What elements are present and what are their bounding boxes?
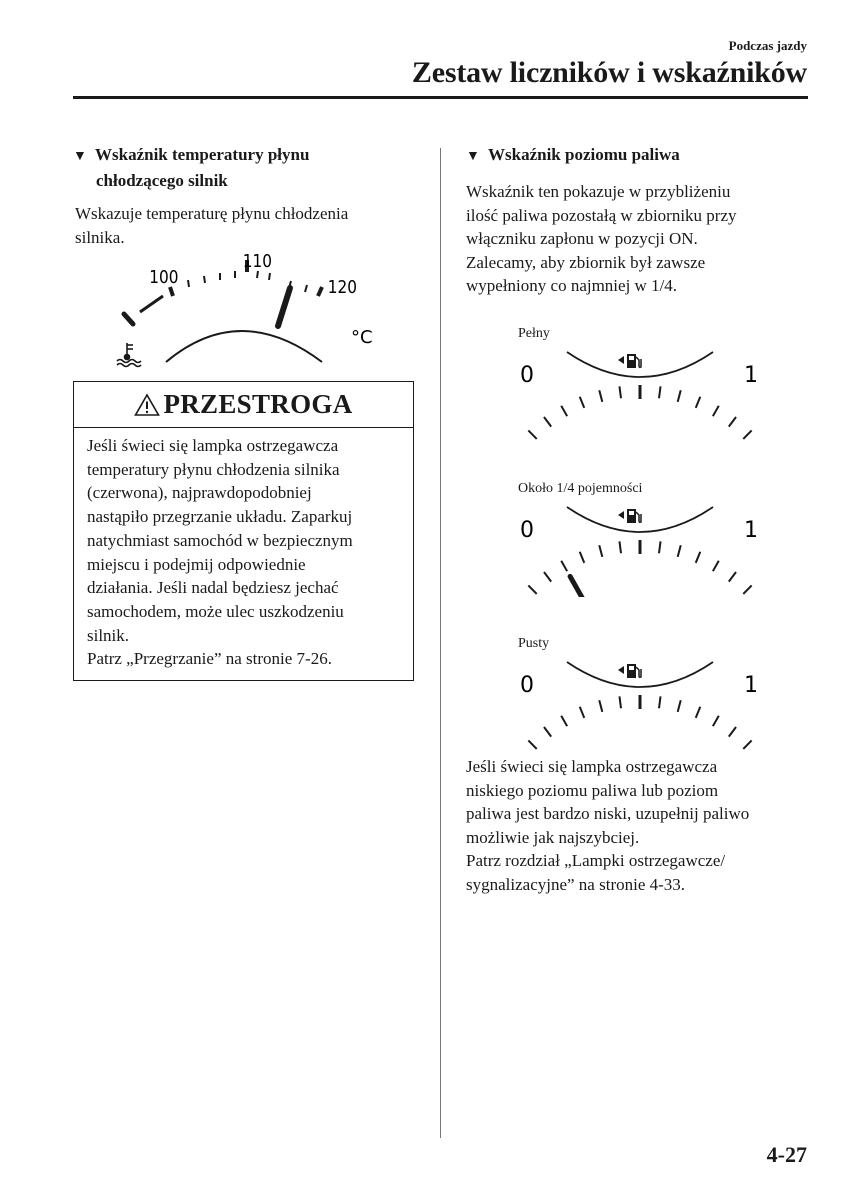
fuel-tick xyxy=(528,430,536,439)
fuel-tick xyxy=(544,727,551,737)
temp-gauge-arc xyxy=(166,331,322,362)
fuel-pump-hose xyxy=(636,512,641,522)
coolant-section-heading xyxy=(73,143,309,193)
fuel-tick xyxy=(528,585,536,594)
fuel-tick xyxy=(729,572,736,582)
fuel-tick xyxy=(544,572,551,582)
caution-title: PRZESTROGA xyxy=(163,389,353,419)
temp-cold-mark xyxy=(124,314,133,324)
fuel-note-line: Patrz rozdział „Lampki ostrzegawcze/ xyxy=(466,851,726,871)
fuel-pump-window xyxy=(629,666,634,670)
fuel-section-heading xyxy=(466,143,680,169)
fuel-tick xyxy=(599,700,602,712)
fuel-side-arrow-icon xyxy=(618,511,624,519)
fuel-tick xyxy=(561,716,567,726)
fuel-tick xyxy=(619,696,621,708)
caution-line: nastąpiło przegrzanie układu. Zaparkuj xyxy=(87,507,353,527)
fuel-full-mark: 1 xyxy=(744,363,758,388)
coolant-heading-line1: Wskaźnik temperatury płynu xyxy=(95,145,310,164)
fuel-tick xyxy=(580,552,585,563)
caution-line: działania. Jeśli nadal będziesz jechać xyxy=(87,578,339,598)
fuel-tick xyxy=(599,390,602,402)
fuel-tick xyxy=(696,552,701,563)
fuel-desc-line: włączniku zapłonu w pozycji ON. xyxy=(466,229,698,249)
header-rule xyxy=(73,96,808,99)
temp-needle xyxy=(278,288,290,326)
column-divider xyxy=(440,148,441,1138)
fuel-tick xyxy=(580,397,585,408)
temp-label-100: 100 xyxy=(149,265,179,288)
fuel-note-line: możliwie jak najszybciej. xyxy=(466,827,640,847)
fuel-tick xyxy=(619,386,621,398)
fuel-tick xyxy=(713,406,719,416)
fuel-tick xyxy=(580,707,585,718)
temp-unit-label: °C xyxy=(351,327,373,348)
fuel-gauge-label-full: Pełny xyxy=(518,326,550,341)
fuel-tick xyxy=(678,545,681,557)
fuel-empty-mark: 0 xyxy=(520,673,534,698)
caution-header xyxy=(74,382,413,428)
temp-tick-120 xyxy=(318,287,322,296)
fuel-tick xyxy=(713,716,719,726)
caution-line: Jeśli świeci się lampka ostrzegawcza xyxy=(87,436,339,455)
fuel-desc-line: wypełniony co najmniej w 1/4. xyxy=(466,276,678,296)
fuel-tick xyxy=(743,585,751,594)
fuel-note-line: sygnalizacyjne” na stronie 4-33. xyxy=(466,874,686,894)
temp-tick xyxy=(269,273,270,280)
temperature-gauge xyxy=(100,240,390,375)
page-number: 4-27 xyxy=(766,1142,807,1167)
fuel-tick xyxy=(659,386,661,398)
caution-line: (czerwona), najprawdopodobniej xyxy=(87,483,312,503)
fuel-tick xyxy=(729,727,736,737)
fuel-tick xyxy=(619,541,621,553)
temp-tick xyxy=(305,285,307,292)
fuel-side-arrow-icon xyxy=(618,666,624,674)
fuel-note-line: niskiego poziomu paliwa lub poziom xyxy=(466,780,719,800)
caution-line: natychmiast samochód w bezpiecznym xyxy=(87,530,353,550)
fuel-tick xyxy=(696,707,701,718)
temp-label-110: 110 xyxy=(242,249,272,272)
fuel-empty-mark: 0 xyxy=(520,518,534,543)
fuel-description xyxy=(466,180,737,298)
fuel-heading-text: Wskaźnik poziomu paliwa xyxy=(488,145,680,164)
fuel-side-arrow-icon xyxy=(618,356,624,364)
temp-tick-100 xyxy=(170,287,173,296)
fuel-tick xyxy=(696,397,701,408)
temp-label-120: 120 xyxy=(327,275,357,298)
fuel-pump-icon xyxy=(618,354,641,368)
caution-line: Patrz „Przegrzanie” na stronie 7-26. xyxy=(87,649,332,669)
fuel-tick xyxy=(743,430,751,439)
coolant-desc-line2: silnika. xyxy=(75,227,125,247)
fuel-desc-line: ilość paliwa pozostałą w zbiorniku przy xyxy=(466,205,737,225)
fuel-gauge-full xyxy=(515,340,765,442)
fuel-gauge-empty xyxy=(515,650,765,752)
fuel-tick xyxy=(528,740,536,749)
fuel-empty-mark: 0 xyxy=(520,363,534,388)
fuel-note-line: Jeśli świeci się lampka ostrzegawcza xyxy=(466,757,718,776)
fuel-tick xyxy=(544,417,551,427)
coolant-heading-line2: chłodzącego silnik xyxy=(96,171,228,190)
fuel-desc-line: Zalecamy, aby zbiornik był zawsze xyxy=(466,252,706,272)
temp-tick xyxy=(257,271,258,278)
fuel-desc-line: Wskaźnik ten pokazuje w przybliżeniu xyxy=(466,182,731,201)
caution-line: temperatury płynu chłodzenia silnika xyxy=(87,459,340,479)
caution-line: miejscu i podejmij odpowiednie xyxy=(87,554,306,574)
triangle-bullet-icon: ▼ xyxy=(466,149,480,164)
fuel-tick xyxy=(678,700,681,712)
fuel-gauge-arc xyxy=(567,662,713,687)
fuel-tick xyxy=(713,561,719,571)
fuel-gauge-arc xyxy=(567,352,713,377)
fuel-needle xyxy=(570,576,593,597)
fuel-tick xyxy=(659,541,661,553)
fuel-full-mark: 1 xyxy=(744,518,758,543)
caution-line: samochodem, może ulec uszkodzeniu xyxy=(87,601,344,621)
fuel-tick xyxy=(729,417,736,427)
fuel-pump-icon xyxy=(618,509,641,523)
fuel-gauge-arc xyxy=(567,507,713,532)
triangle-bullet-icon: ▼ xyxy=(73,149,87,164)
caution-line: silnik. xyxy=(87,625,130,645)
fuel-tick xyxy=(561,561,567,571)
fuel-pump-hose xyxy=(636,357,641,367)
fuel-tick xyxy=(659,696,661,708)
fuel-gauge-label-empty: Pusty xyxy=(518,636,550,651)
page-title: Zestaw liczników i wskaźników xyxy=(411,56,807,89)
fuel-gauge-quarter xyxy=(515,495,765,597)
fuel-tick xyxy=(561,406,567,416)
temp-range-line xyxy=(140,296,163,312)
caution-text xyxy=(87,434,353,671)
fuel-gauge-label-quarter: Około 1/4 pojemności xyxy=(518,481,643,496)
fuel-pump-hose xyxy=(636,667,641,677)
coolant-temperature-icon xyxy=(117,343,141,367)
temp-tick xyxy=(188,280,189,287)
coolant-desc-line1: Wskazuje temperaturę płynu chłodzenia xyxy=(75,204,349,223)
fuel-tick xyxy=(678,390,681,402)
fuel-pump-window xyxy=(629,511,634,515)
fuel-pump-icon xyxy=(618,664,641,678)
caution-box xyxy=(73,381,414,681)
fuel-full-mark: 1 xyxy=(744,673,758,698)
temp-tick xyxy=(204,276,205,283)
fuel-note xyxy=(466,755,749,897)
fuel-pump-window xyxy=(629,356,634,360)
fuel-tick xyxy=(743,740,751,749)
chapter-label: Podczas jazdy xyxy=(728,38,807,53)
warning-triangle-icon xyxy=(134,393,160,417)
fuel-tick xyxy=(599,545,602,557)
fuel-note-line: paliwa jest bardzo niski, uzupełnij paliwo xyxy=(466,804,750,824)
